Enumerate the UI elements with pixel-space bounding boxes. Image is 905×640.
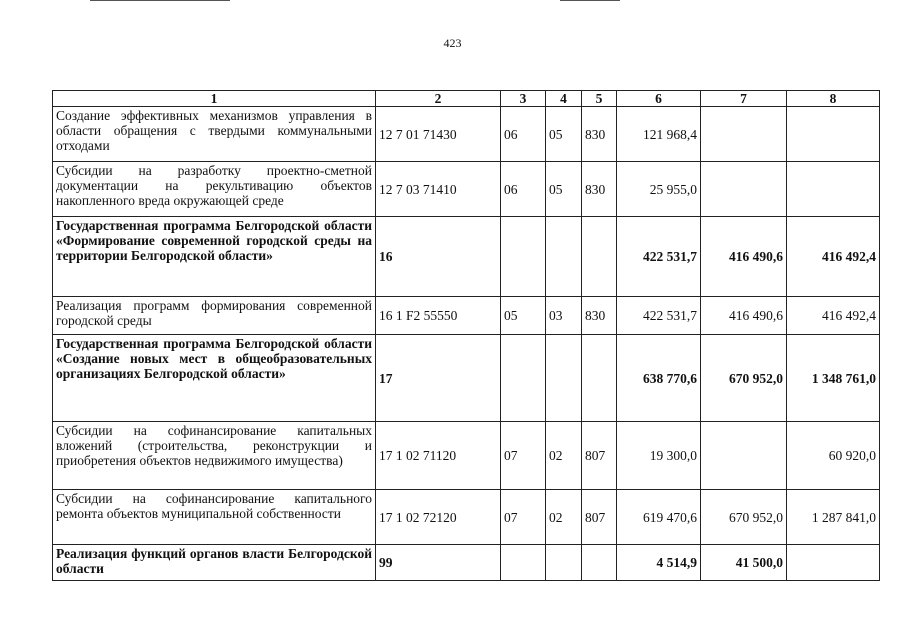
row-amount-2-cell: 416 490,6 [701, 297, 787, 335]
row-code-cell: 17 [376, 335, 501, 422]
row-type-cell: 830 [582, 162, 617, 217]
header-cell: 3 [501, 91, 546, 107]
header-cell: 1 [53, 91, 376, 107]
row-amount-3-cell [787, 545, 880, 581]
row-code-cell: 99 [376, 545, 501, 581]
row-name-cell: Субсидии на софинансирование капитального ремонта объектов муниципальной собственности [53, 490, 376, 545]
row-amount-2-cell [701, 107, 787, 162]
header-cell: 4 [546, 91, 582, 107]
row-subsection-cell [546, 335, 582, 422]
row-name-cell: Реализация функций органов власти Белгородской области [53, 545, 376, 581]
row-amount-3-cell: 1 348 761,0 [787, 335, 880, 422]
row-name-cell: Реализация программ формирования современной городской среды [53, 297, 376, 335]
table-row [53, 335, 880, 422]
row-amount-1-cell: 638 770,6 [617, 335, 701, 422]
header-cell: 7 [701, 91, 787, 107]
row-subsection-cell [546, 217, 582, 297]
row-code-cell: 17 1 02 72120 [376, 490, 501, 545]
row-type-cell: 807 [582, 422, 617, 490]
header-cell: 6 [617, 91, 701, 107]
row-amount-2-cell: 670 952,0 [701, 335, 787, 422]
row-name-cell: Субсидии на софинансирование капитальных вложений (строительства, реконструкции и приобретения объектов недвижимого имущества) [53, 422, 376, 490]
table-header-row [53, 91, 880, 107]
row-amount-1-cell: 422 531,7 [617, 217, 701, 297]
row-amount-2-cell: 670 952,0 [701, 490, 787, 545]
row-name-cell: Создание эффективных механизмов управления в области обращения с твердыми коммунальными отходами [53, 107, 376, 162]
budget-table [52, 90, 880, 581]
row-subsection-cell: 05 [546, 162, 582, 217]
row-section-cell: 06 [501, 162, 546, 217]
row-type-cell [582, 545, 617, 581]
row-type-cell [582, 335, 617, 422]
row-amount-3-cell [787, 107, 880, 162]
row-name-cell: Государственная программа Белгородской области «Формирование современной городской среды на территории Белгородской области» [53, 217, 376, 297]
table-row [53, 490, 880, 545]
table-row [53, 217, 880, 297]
row-section-cell: 07 [501, 490, 546, 545]
page-number: 423 [443, 36, 462, 50]
row-section-cell [501, 335, 546, 422]
row-subsection-cell [546, 545, 582, 581]
row-subsection-cell: 02 [546, 490, 582, 545]
scan-edge-line [560, 0, 620, 1]
table-row [53, 162, 880, 217]
row-amount-2-cell: 416 490,6 [701, 217, 787, 297]
row-amount-1-cell: 121 968,4 [617, 107, 701, 162]
row-section-cell: 07 [501, 422, 546, 490]
header-cell: 5 [582, 91, 617, 107]
header-cell: 8 [787, 91, 880, 107]
row-subsection-cell: 02 [546, 422, 582, 490]
row-type-cell [582, 217, 617, 297]
row-amount-1-cell: 619 470,6 [617, 490, 701, 545]
table-row [53, 297, 880, 335]
row-section-cell [501, 217, 546, 297]
row-subsection-cell: 05 [546, 107, 582, 162]
row-type-cell: 807 [582, 490, 617, 545]
table-row [53, 422, 880, 490]
row-section-cell: 05 [501, 297, 546, 335]
row-code-cell: 16 [376, 217, 501, 297]
row-amount-1-cell: 19 300,0 [617, 422, 701, 490]
row-amount-3-cell: 416 492,4 [787, 217, 880, 297]
row-code-cell: 12 7 03 71410 [376, 162, 501, 217]
row-code-cell: 16 1 F2 55550 [376, 297, 501, 335]
row-amount-3-cell [787, 162, 880, 217]
row-section-cell: 06 [501, 107, 546, 162]
table-row [53, 107, 880, 162]
header-cell: 2 [376, 91, 501, 107]
row-name-cell: Государственная программа Белгородской области «Создание новых мест в общеобразовательных организациях Белгородской области» [53, 335, 376, 422]
row-code-cell: 12 7 01 71430 [376, 107, 501, 162]
row-section-cell [501, 545, 546, 581]
row-amount-1-cell: 25 955,0 [617, 162, 701, 217]
budget-table-container [52, 90, 879, 581]
row-type-cell: 830 [582, 297, 617, 335]
table-row [53, 545, 880, 581]
row-name-cell: Субсидии на разработку проектно-сметной документации на рекультивацию объектов накопленного вреда окружающей среде [53, 162, 376, 217]
row-subsection-cell: 03 [546, 297, 582, 335]
row-amount-3-cell: 416 492,4 [787, 297, 880, 335]
row-amount-2-cell: 41 500,0 [701, 545, 787, 581]
row-code-cell: 17 1 02 71120 [376, 422, 501, 490]
row-type-cell: 830 [582, 107, 617, 162]
row-amount-3-cell: 60 920,0 [787, 422, 880, 490]
row-amount-1-cell: 4 514,9 [617, 545, 701, 581]
scan-edge-line [90, 0, 230, 1]
row-amount-1-cell: 422 531,7 [617, 297, 701, 335]
row-amount-2-cell [701, 422, 787, 490]
row-amount-2-cell [701, 162, 787, 217]
row-amount-3-cell: 1 287 841,0 [787, 490, 880, 545]
